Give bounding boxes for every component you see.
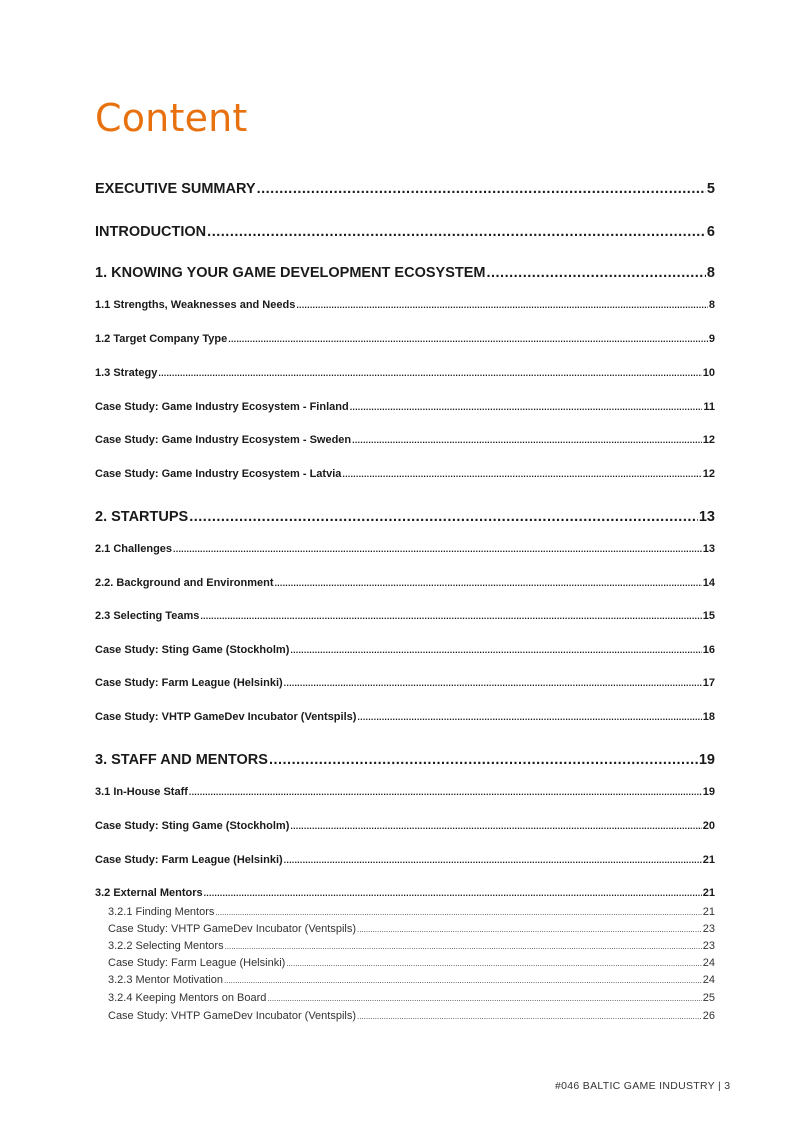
toc-entry-label: 1.3 Strategy: [95, 367, 158, 379]
toc-entry-page: 13: [698, 509, 715, 525]
dot-leader: [357, 923, 702, 935]
toc-entry-page: 21: [702, 854, 715, 866]
toc-entry[interactable]: [95, 181, 715, 197]
dot-leader: [286, 957, 701, 969]
toc-entry[interactable]: [108, 992, 715, 1004]
toc-entry-page: 21: [702, 906, 715, 918]
toc-entry-label: 3. STAFF AND MENTORS: [95, 752, 268, 768]
toc-entry[interactable]: [108, 974, 715, 986]
toc-entry[interactable]: [95, 367, 715, 379]
dot-leader: [189, 509, 698, 525]
toc-entry[interactable]: [95, 677, 715, 689]
toc-entry-label: Case Study: Game Industry Ecosystem - Finland: [95, 401, 349, 413]
dot-leader: [342, 468, 701, 480]
toc-entry-label: 1.2 Target Company Type: [95, 333, 228, 345]
dot-leader: [200, 610, 701, 622]
toc-entry-page: 14: [702, 577, 715, 589]
toc-entry-label: Case Study: VHTP GameDev Incubator (Ventspils): [108, 923, 357, 935]
toc-entry[interactable]: [95, 854, 715, 866]
toc-entry-label: Case Study: VHTP GameDev Incubator (Ventspils): [108, 1010, 357, 1022]
dot-leader: [486, 265, 705, 281]
toc-entry[interactable]: [95, 577, 715, 589]
toc-entry-page: 18: [702, 711, 715, 723]
toc-entry-page: 8: [708, 299, 715, 311]
toc-entry-label: Case Study: Farm League (Helsinki): [95, 677, 283, 689]
page-footer: #046 BALTIC GAME INDUSTRY | 3: [555, 1080, 731, 1092]
dot-leader: [350, 401, 703, 413]
dot-leader: [257, 181, 706, 197]
toc-entry[interactable]: [108, 1010, 715, 1022]
toc-entry[interactable]: [95, 644, 715, 656]
toc-entry-page: 6: [706, 224, 715, 240]
toc-entry-page: 12: [702, 434, 715, 446]
dot-leader: [352, 434, 702, 446]
toc-entry[interactable]: [95, 299, 715, 311]
dot-leader: [267, 992, 701, 1004]
toc-entry-label: Case Study: Game Industry Ecosystem - Latvia: [95, 468, 342, 480]
toc-entry-label: 3.2.3 Mentor Motivation: [108, 974, 223, 986]
toc-entry[interactable]: [95, 401, 715, 413]
toc-entry-page: 24: [702, 957, 715, 969]
toc-entry-label: Case Study: Sting Game (Stockholm): [95, 644, 290, 656]
toc-entry-label: 1. KNOWING YOUR GAME DEVELOPMENT ECOSYSTEM: [95, 265, 486, 281]
dot-leader: [224, 974, 702, 986]
dot-leader: [357, 711, 701, 723]
dot-leader: [269, 752, 698, 768]
toc-entry-label: 2.3 Selecting Teams: [95, 610, 200, 622]
toc-entry-page: 23: [702, 923, 715, 935]
dot-leader: [189, 786, 702, 798]
dot-leader: [158, 367, 701, 379]
toc-entry-page: 24: [702, 974, 715, 986]
dot-leader: [207, 224, 706, 240]
toc-entry[interactable]: [95, 786, 715, 798]
toc-entry-page: 16: [702, 644, 715, 656]
toc-entry-page: 20: [702, 820, 715, 832]
toc-entry-label: INTRODUCTION: [95, 224, 207, 240]
toc-entry[interactable]: [108, 906, 715, 918]
toc-entry-label: Case Study: Farm League (Helsinki): [108, 957, 286, 969]
toc-entry-page: 9: [708, 333, 715, 345]
toc-entry-label: 3.2.2 Selecting Mentors: [108, 940, 224, 952]
dot-leader: [173, 543, 702, 555]
dot-leader: [284, 854, 702, 866]
toc-entry-page: 23: [702, 940, 715, 952]
toc-entry[interactable]: [95, 468, 715, 480]
toc-entry-label: 1.1 Strengths, Weaknesses and Needs: [95, 299, 296, 311]
toc-entry[interactable]: [108, 957, 715, 969]
toc-entry[interactable]: [95, 543, 715, 555]
dot-leader: [228, 333, 708, 345]
dot-leader: [357, 1010, 702, 1022]
dot-leader: [284, 677, 702, 689]
page-title: Content: [95, 96, 248, 140]
toc-entry[interactable]: [95, 711, 715, 723]
dot-leader: [296, 299, 708, 311]
toc-entry-page: 5: [706, 181, 715, 197]
dot-leader: [274, 577, 701, 589]
toc-entry-page: 26: [702, 1010, 715, 1022]
toc-entry-label: Case Study: Farm League (Helsinki): [95, 854, 283, 866]
dot-leader: [204, 887, 702, 899]
toc-entry-page: 15: [702, 610, 715, 622]
toc-entry-page: 13: [702, 543, 715, 555]
toc-entry[interactable]: [95, 224, 715, 240]
toc-entry-label: 2.1 Challenges: [95, 543, 173, 555]
toc-entry-label: 3.2.1 Finding Mentors: [108, 906, 215, 918]
dot-leader: [225, 940, 702, 952]
toc-entry-label: 3.1 In-House Staff: [95, 786, 188, 798]
toc-entry[interactable]: [95, 333, 715, 345]
toc-entry-label: EXECUTIVE SUMMARY: [95, 181, 256, 197]
toc-entry[interactable]: [95, 265, 715, 281]
toc-entry-label: Case Study: Sting Game (Stockholm): [95, 820, 290, 832]
toc-entry-page: 19: [698, 752, 715, 768]
toc-entry-label: 3.2 External Mentors: [95, 887, 203, 899]
toc-entry-page: 10: [702, 367, 715, 379]
dot-leader: [290, 820, 701, 832]
toc-entry[interactable]: [95, 752, 715, 768]
toc-entry-page: 12: [702, 468, 715, 480]
toc-entry-page: 21: [702, 887, 715, 899]
toc-entry[interactable]: [95, 610, 715, 622]
toc-entry-label: 2. STARTUPS: [95, 509, 189, 525]
toc-entry[interactable]: [95, 434, 715, 446]
toc-entry[interactable]: [108, 923, 715, 935]
toc-entry-label: 2.2. Background and Environment: [95, 577, 274, 589]
toc-entry-page: 19: [702, 786, 715, 798]
dot-leader: [215, 906, 701, 918]
toc-entry-page: 25: [702, 992, 715, 1004]
toc-entry[interactable]: [95, 887, 715, 899]
toc-entry[interactable]: [108, 940, 715, 952]
toc-entry-page: 11: [703, 401, 715, 413]
toc-entry[interactable]: [95, 820, 715, 832]
toc-entry-label: Case Study: Game Industry Ecosystem - Sweden: [95, 434, 352, 446]
toc-entry-page: 17: [702, 677, 715, 689]
dot-leader: [290, 644, 701, 656]
toc-entry-label: Case Study: VHTP GameDev Incubator (Ventspils): [95, 711, 357, 723]
toc-entry-label: 3.2.4 Keeping Mentors on Board: [108, 992, 267, 1004]
toc-entry-page: 8: [706, 265, 715, 281]
toc-entry[interactable]: [95, 509, 715, 525]
